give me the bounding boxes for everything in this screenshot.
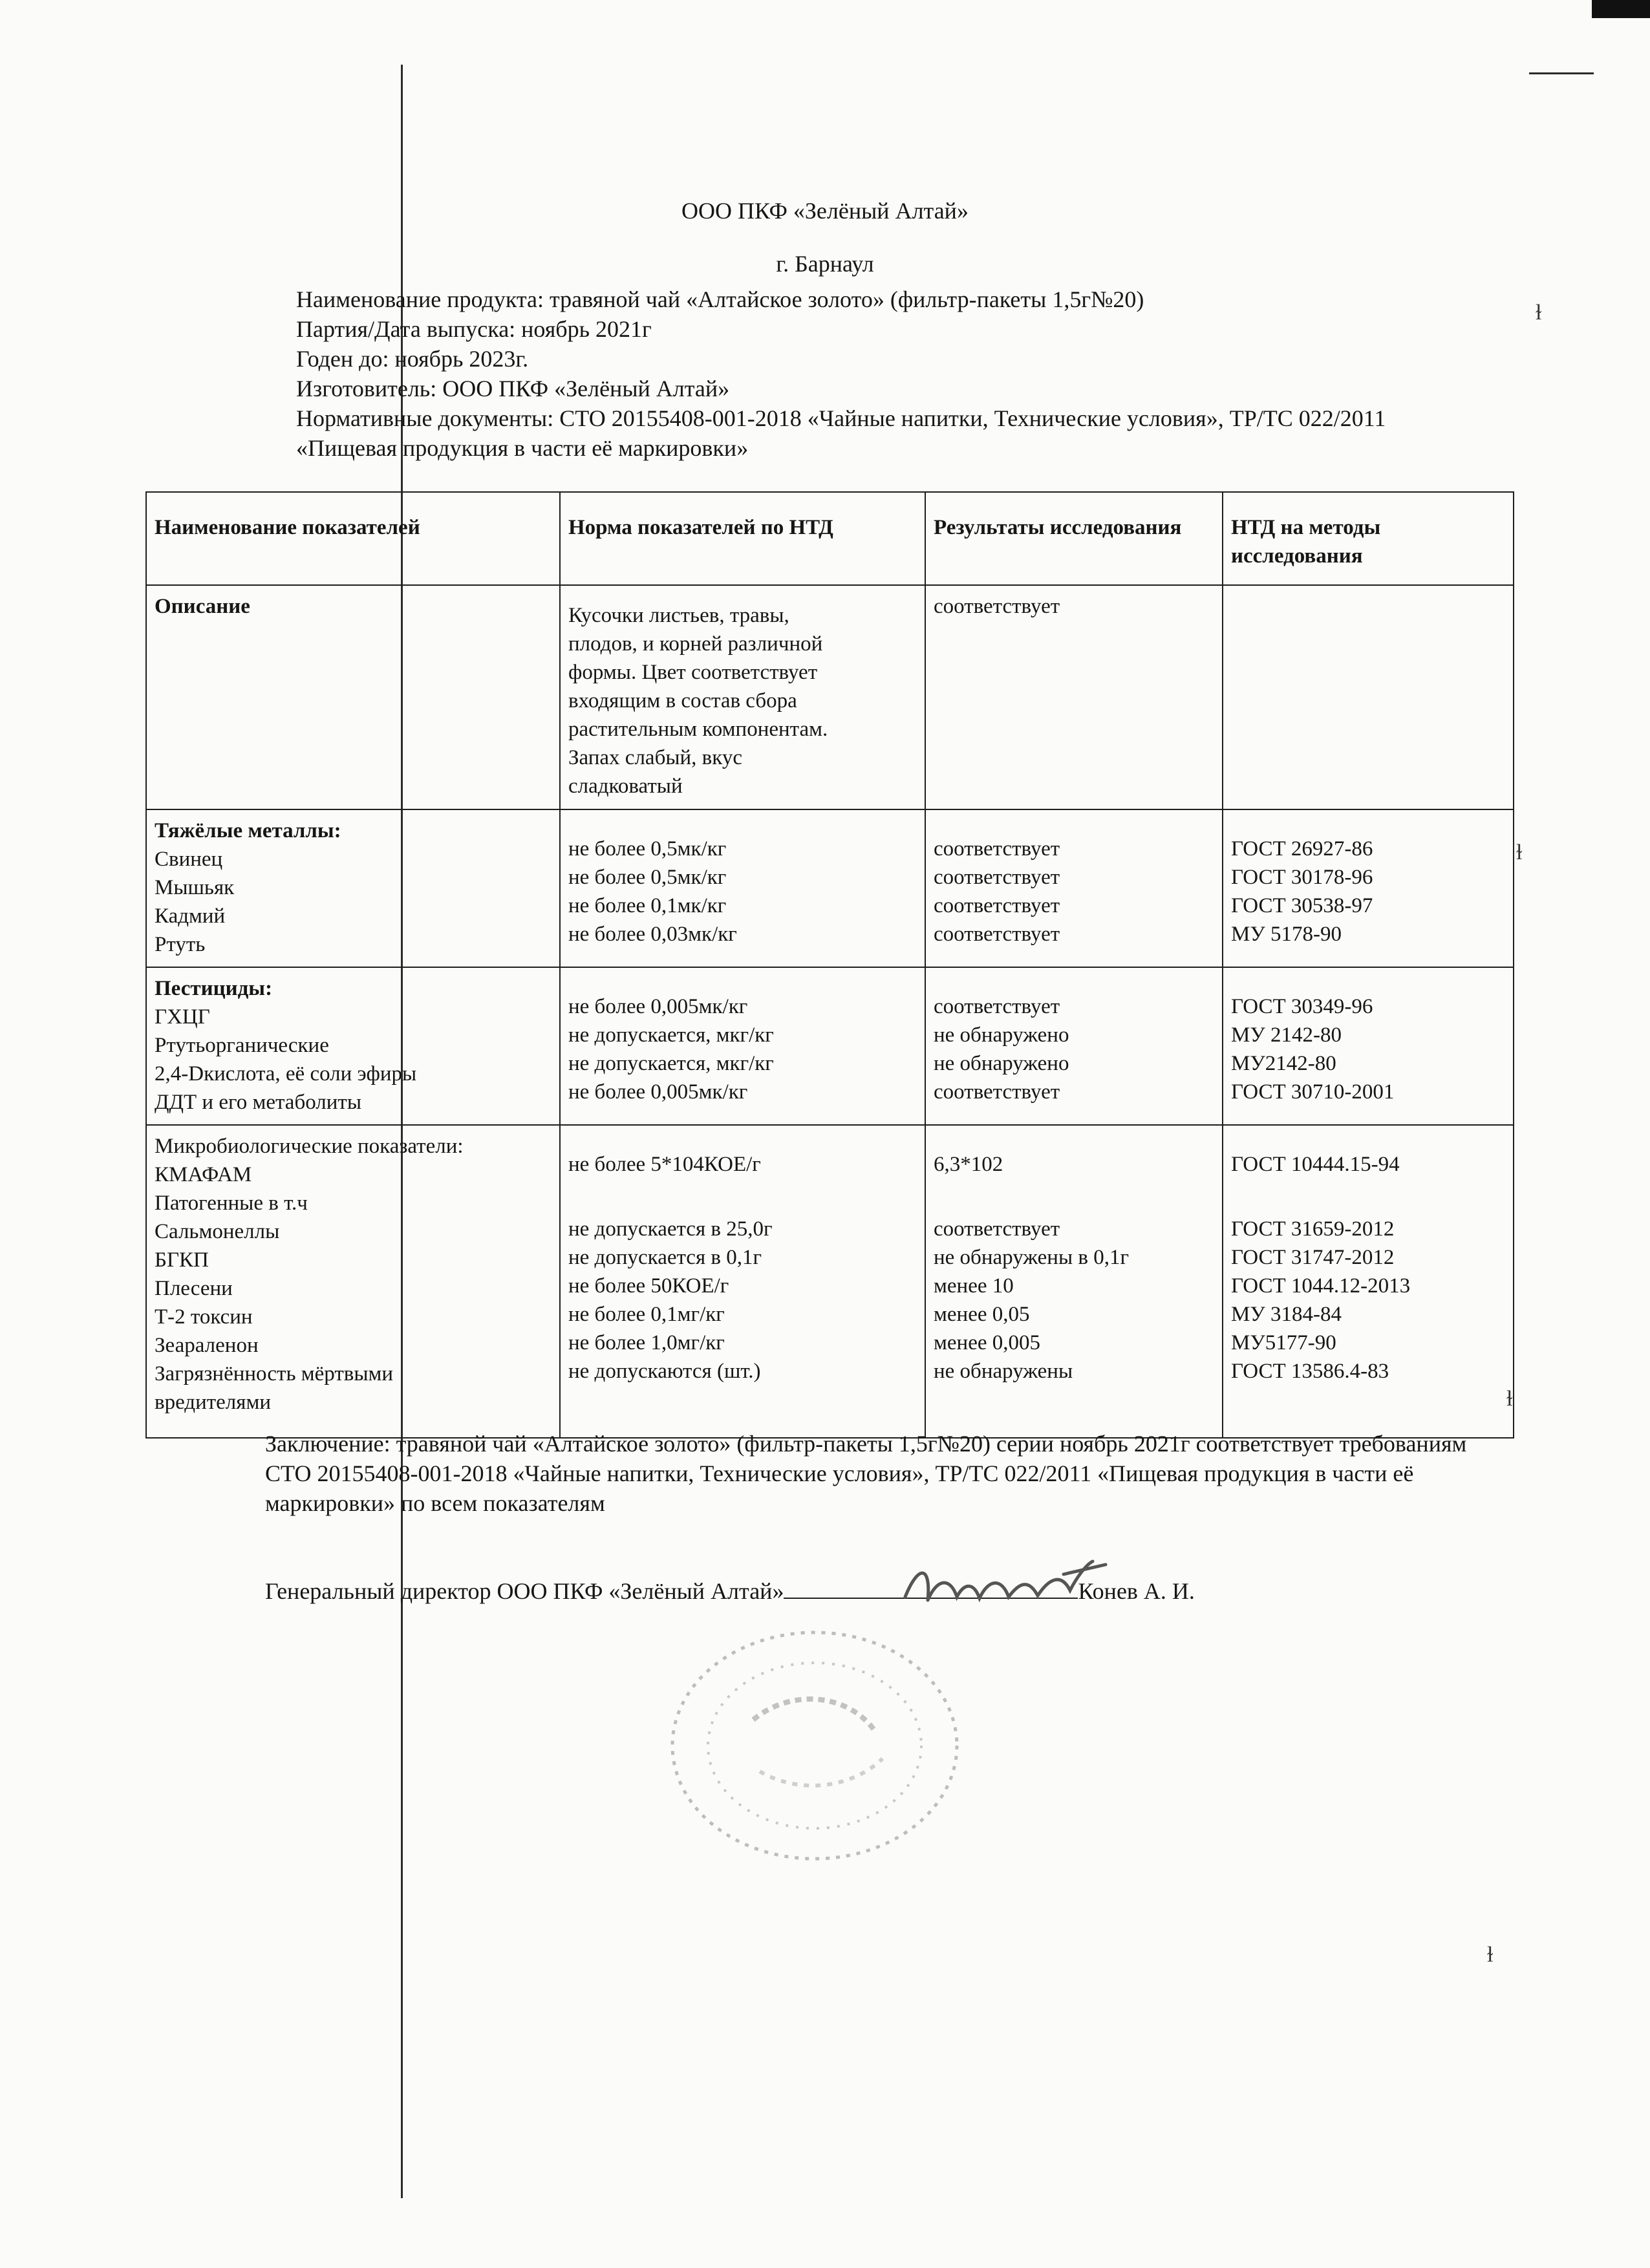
result-value: менее 10: [934, 1274, 1014, 1298]
method-value: ГОСТ 31659-2012: [1231, 1217, 1395, 1241]
city-line: г. Барнаул: [776, 251, 874, 277]
method-value: ГОСТ 1044.12-2013: [1231, 1274, 1411, 1298]
norm-value: не более 1,0мг/кг: [568, 1331, 725, 1354]
norm-value: не более 50КОЕ/г: [568, 1274, 729, 1298]
result-value: соответствует: [934, 865, 1060, 889]
handwritten-signature: [899, 1552, 1112, 1623]
method-value: ГОСТ 30538-97: [1231, 893, 1373, 917]
header-indicator-name: Наименование показателей: [146, 492, 560, 585]
method-cell: [1223, 809, 1514, 967]
result-cell: [925, 1125, 1223, 1438]
method-cell: [1223, 1125, 1514, 1438]
result-cell: [925, 585, 1223, 809]
indicator-cell: [146, 809, 560, 967]
result-value: не обнаружены в 0,1г: [934, 1245, 1129, 1269]
normative-docs: Нормативные документы: СТО 20155408-001-2018 «Чайные напитки, Технические условия», ТР/ТС 022/2011 «Пищевая продукция в части её маркировки»: [296, 405, 1386, 461]
norm-cell: [560, 585, 925, 809]
expiry-date: Годен до: ноябрь 2023г.: [296, 346, 529, 372]
norm-cell: [560, 809, 925, 967]
signatory-title: Генеральный директор ООО ПКФ «Зелёный Алтай»: [265, 1578, 784, 1604]
margin-tick-mark: ɫ: [1506, 1387, 1513, 1411]
norm-value: не более 0,5мк/кг: [568, 865, 727, 889]
method-value: МУ 2142-80: [1231, 1023, 1342, 1047]
table-row: [146, 585, 1514, 809]
norm-value: не более 0,5мк/кг: [568, 837, 727, 861]
result-value: соответствует: [934, 1080, 1060, 1104]
result-value: не обнаружено: [934, 1023, 1069, 1047]
norm-value: не более 5*104КОЕ/г: [568, 1152, 761, 1176]
indicator-name: 2,4-Dкислота, её соли эфиры: [155, 1062, 417, 1086]
indicator-name: ГХЦГ: [155, 1005, 210, 1029]
header-methods: НТД на методы исследования: [1223, 492, 1514, 585]
table-row: [146, 809, 1514, 967]
result-value: соответствует: [934, 1217, 1060, 1241]
indicator-group: Тяжёлые металлы:: [155, 818, 341, 842]
indicator-name: ДДТ и его метаболиты: [155, 1090, 362, 1114]
result-value: соответствует: [934, 893, 1060, 917]
method-value: ГОСТ 13586.4-83: [1231, 1359, 1389, 1383]
indicator-name: Плесени: [155, 1276, 233, 1300]
norm-value: не более 0,03мк/кг: [568, 922, 737, 946]
method-value: ГОСТ 30710-2001: [1231, 1080, 1395, 1104]
indicator-group: Описание: [155, 595, 250, 618]
scan-artifact-corner: [1592, 0, 1650, 18]
indicator-name: Т-2 токсин: [155, 1305, 253, 1329]
norm-value: растительным компонентам.: [568, 718, 828, 741]
indicator-name: Зеараленон: [155, 1333, 259, 1357]
method-value: ГОСТ 30178-96: [1231, 865, 1373, 889]
method-value: МУ 3184-84: [1231, 1302, 1342, 1326]
norm-cell: [560, 967, 925, 1125]
norm-value: не допускается, мкг/кг: [568, 1023, 774, 1047]
norm-value: плодов, и корней различной: [568, 632, 823, 656]
norm-value: не допускаются (шт.): [568, 1359, 761, 1383]
norm-value: входящим в состав сбора: [568, 689, 797, 712]
norm-value: сладковатый: [568, 775, 683, 798]
norm-value: формы. Цвет соответствует: [568, 661, 818, 684]
norm-value: не более 0,005мк/кг: [568, 994, 748, 1018]
norm-value: Кусочки листьев, травы,: [568, 604, 789, 627]
margin-tick-mark: ɫ: [1536, 301, 1542, 325]
result-value: не обнаружено: [934, 1051, 1069, 1075]
margin-tick-mark: ɫ: [1516, 840, 1523, 864]
indicator-name: Патогенные в т.ч: [155, 1191, 308, 1215]
indicator-cell: [146, 967, 560, 1125]
indicator-name: Мышьяк: [155, 875, 235, 899]
method-value: ГОСТ 31747-2012: [1231, 1245, 1395, 1269]
method-value: МУ 5178-90: [1231, 922, 1342, 946]
table-body: [146, 585, 1514, 1438]
method-value: ГОСТ 26927-86: [1231, 837, 1373, 861]
result-value: соответствует: [934, 595, 1060, 618]
result-cell: [925, 809, 1223, 967]
indicator-name: Ртуть: [155, 932, 206, 956]
header-results: Результаты исследования: [925, 492, 1223, 585]
table-row: [146, 967, 1514, 1125]
product-name: Наименование продукта: травяной чай «Алтайское золото» (фильтр-пакеты 1,5г№20): [296, 286, 1144, 312]
indicator-name: БГКП: [155, 1248, 209, 1272]
result-value: менее 0,005: [934, 1331, 1040, 1354]
table-row: [146, 1125, 1514, 1438]
norm-value: Запах слабый, вкус: [568, 746, 742, 769]
norm-value: не более 0,1мк/кг: [568, 893, 727, 917]
indicator-name: Загрязнённость мёртвыми: [155, 1362, 394, 1385]
organization-title: ООО ПКФ «Зелёный Алтай»: [681, 198, 969, 224]
result-value: соответствует: [934, 837, 1060, 861]
result-value: 6,3*102: [934, 1152, 1003, 1176]
batch-date: Партия/Дата выпуска: ноябрь 2021г: [296, 316, 652, 342]
indicator-cell: [146, 585, 560, 809]
manufacturer: Изготовитель: ООО ПКФ «Зелёный Алтай»: [296, 376, 730, 401]
method-value: ГОСТ 30349-96: [1231, 994, 1373, 1018]
indicator-name: вредителями: [155, 1390, 272, 1414]
norm-value: не более 0,005мк/кг: [568, 1080, 748, 1104]
indicator-name: Кадмий: [155, 904, 226, 928]
result-value: менее 0,05: [934, 1302, 1030, 1326]
margin-tick-mark: ɫ: [1487, 1943, 1494, 1967]
header-norm: Норма показателей по НТД: [560, 492, 925, 585]
method-value: МУ2142-80: [1231, 1051, 1336, 1075]
result-value: соответствует: [934, 922, 1060, 946]
result-value: соответствует: [934, 994, 1060, 1018]
results-table: [145, 491, 1514, 1439]
indicator-name: Сальмонеллы: [155, 1219, 280, 1243]
norm-value: не более 0,1мг/кг: [568, 1302, 725, 1326]
scan-artifact-horizontal-line: [1529, 72, 1594, 74]
indicator-name: Ртутьорганические: [155, 1033, 329, 1057]
method-value: ГОСТ 10444.15-94: [1231, 1152, 1400, 1176]
method-cell: [1223, 585, 1514, 809]
indicator-group: Пестициды:: [155, 976, 273, 1000]
indicator-name: Свинец: [155, 847, 223, 871]
indicator-name: КМАФАМ: [155, 1162, 252, 1186]
norm-cell: [560, 1125, 925, 1438]
result-cell: [925, 967, 1223, 1125]
result-value: не обнаружены: [934, 1359, 1073, 1383]
method-cell: [1223, 967, 1514, 1125]
table-header-row: [146, 492, 1514, 585]
conclusion: Заключение: травяной чай «Алтайское золото» (фильтр-пакеты 1,5г№20) серии ноябрь 2021г соответствует требованиям СТО 20155408-001-2018 «Чайные напитки, Технические условия», ТР/ТС 022/2011 «Пищевая продукция в части её маркировки» по всем показателям: [265, 1431, 1467, 1516]
norm-value: не допускается в 25,0г: [568, 1217, 773, 1241]
norm-value: не допускается, мкг/кг: [568, 1051, 774, 1075]
signatory-name: Конев А. И.: [1078, 1578, 1195, 1604]
stamp-seal: [663, 1623, 967, 1868]
product-info: [296, 284, 1479, 463]
method-value: МУ5177-90: [1231, 1331, 1336, 1354]
norm-value: не допускается в 0,1г: [568, 1245, 762, 1269]
indicator-name: Микробиологические показатели:: [155, 1134, 464, 1158]
indicator-cell: [146, 1125, 560, 1438]
